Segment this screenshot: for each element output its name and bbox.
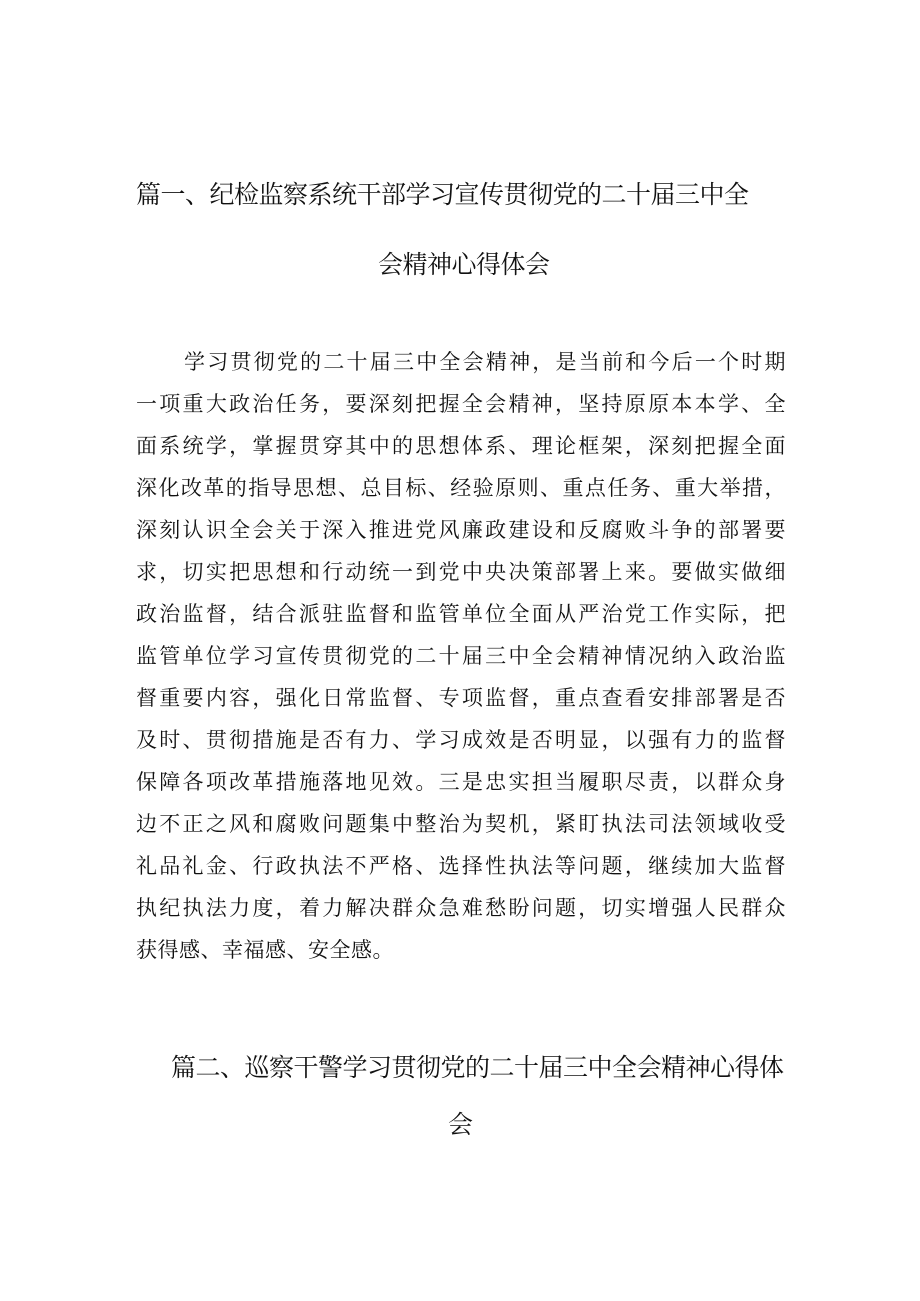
section2-title-line2: 会 [448,1110,473,1139]
paragraph-line: 保障各项改革措施落地见效。三是忠实担当履职尽责，以群众身 [136,770,786,794]
paragraph-line: 学习贯彻党的二十届三中全会精神，是当前和今后一个时期 [184,350,786,374]
paragraph-line: 深刻认识全会关于深入推进党风廉政建设和反腐败斗争的部署要 [136,518,786,542]
paragraph-line: 监管单位学习宣传贯彻党的二十届三中全会精神情况纳入政治监 [136,644,786,668]
section1-title-line2: 会精神心得体会 [378,250,550,279]
paragraph-line: 督重要内容，强化日常监督、专项监督，重点查看安排部署是否 [136,686,786,710]
section2-title-line1: 篇二、巡察干警学习贯彻党的二十届三中全会精神心得体 [171,1053,784,1082]
paragraph-line: 政治监督，结合派驻监督和监管单位全面从严治党工作实际，把 [136,602,786,626]
section1-title-line1: 篇一、纪检监察系统干部学习宣传贯彻党的二十届三中全 [136,180,749,209]
paragraph-line: 求，切实把思想和行动统一到党中央决策部署上来。要做实做细 [136,560,786,584]
paragraph-line: 及时、贯彻措施是否有力、学习成效是否明显，以强有力的监督 [136,728,786,752]
paragraph-line: 深化改革的指导思想、总目标、经验原则、重点任务、重大举措， [136,476,786,500]
paragraph-line: 获得感、幸福感、安全感。 [136,938,394,962]
paragraph-line: 面系统学，掌握贯穿其中的思想体系、理论框架，深刻把握全面 [136,434,786,458]
paragraph-line: 边不正之风和腐败问题集中整治为契机，紧盯执法司法领域收受 [136,812,786,836]
paragraph-line: 一项重大政治任务，要深刻把握全会精神，坚持原原本本学、全 [136,392,786,416]
paragraph-line: 礼品礼金、行政执法不严格、选择性执法等问题，继续加大监督 [136,854,786,878]
paragraph-line: 执纪执法力度，着力解决群众急难愁盼问题，切实增强人民群众 [136,896,786,920]
